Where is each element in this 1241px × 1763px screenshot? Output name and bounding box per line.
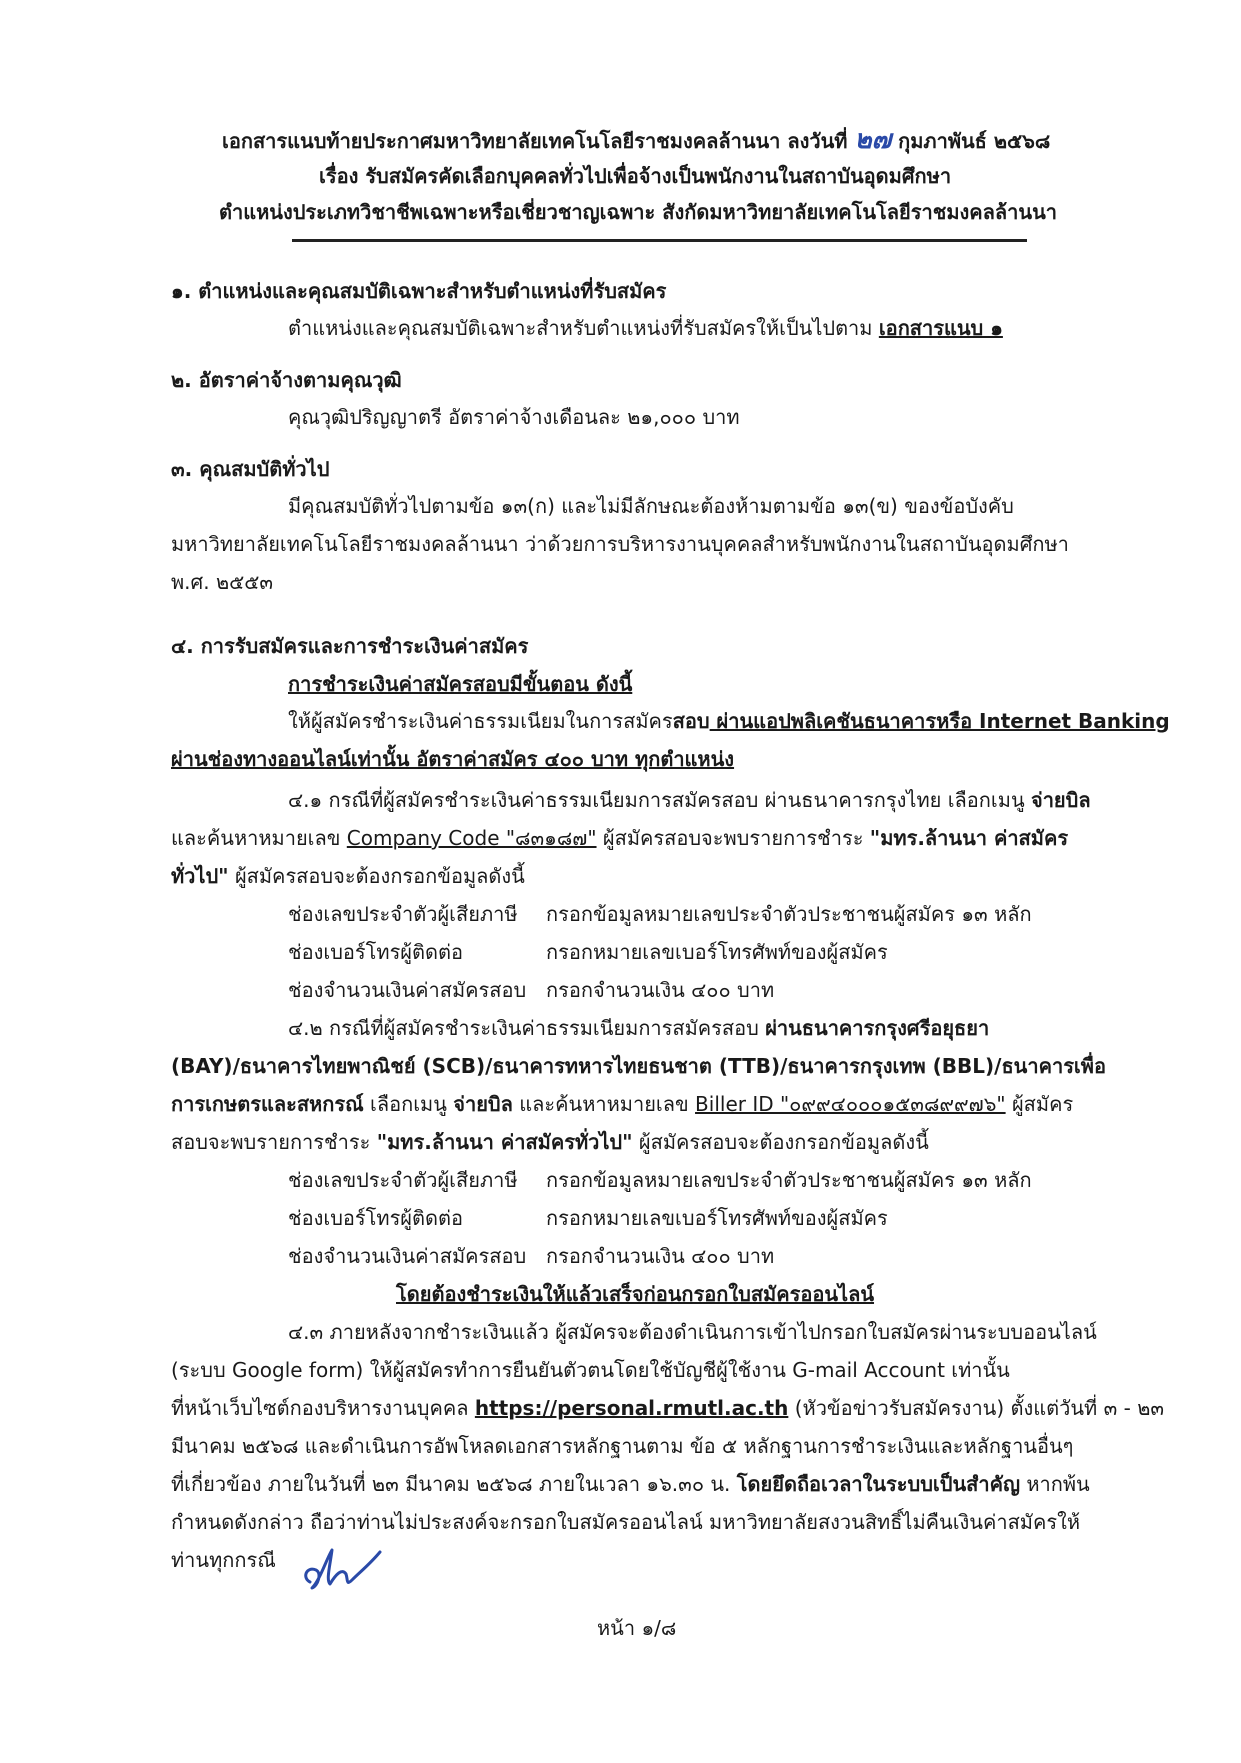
section-1-heading: ๑. ตำแหน่งและคุณสมบัติเฉพาะสำหรับตำแหน่งที่รับสมัคร [171,279,667,303]
para-4-3-line-6: กำหนดดังกล่าว ถือว่าท่านไม่ประสงค์จะกรอกใบสมัครออนไลน์ มหาวิทยาลัยสงวนสิทธิ์ไม่คืนเงินค่าสมัครให้ [171,1510,1081,1534]
handwritten-initials-signature [296,1530,386,1600]
section-1-text: ตำแหน่งและคุณสมบัติเฉพาะสำหรับตำแหน่งที่รับสมัครให้เป็นไปตาม เอกสารแนบ ๑ [288,316,1003,340]
page-number: หน้า ๑/๘ [597,1616,677,1640]
para-4-2-line-2: (BAY)/ธนาคารไทยพาณิชย์ (SCB)/ธนาคารทหารไทยธนชาต (TTB)/ธนาคารกรุงเทพ (BBL)/ธนาคารเพื่อ [171,1054,1106,1078]
field-row-tax-1: ช่องเลขประจำตัวผู้เสียภาษี กรอกข้อมูลหมายเลขประจำตัวประชาชนผู้สมัคร ๑๓ หลัก [288,902,1032,926]
para-4-1-line-3: ทั่วไป" ผู้สมัครสอบจะต้องกรอกข้อมูลดังนี้ [171,864,525,888]
header-line-3: ตำแหน่งประเภทวิชาชีพเฉพาะหรือเชี่ยวชาญเฉพาะ สังกัดมหาวิทยาลัยเทคโนโลยีราชมงคลล้านนา [219,200,1057,224]
para-4-3-line-4: มีนาคม ๒๕๖๘ และดำเนินการอัพโหลดเอกสารหลักฐานตาม ข้อ ๕ หลักฐานการชำระเงินและหลักฐานอื่นๆ [171,1434,1074,1458]
para-4-1-line-1: ๔.๑ กรณีที่ผู้สมัครชำระเงินค่าธรรมเนียมการสมัครสอบ ผ่านธนาคารกรุงไทย เลือกเมนู จ่ายบิล [288,788,1091,812]
section-4-subheading: การชำระเงินค่าสมัครสอบมีขั้นตอน ดังนี้ [288,672,633,696]
section-4-heading: ๔. การรับสมัครและการชำระเงินค่าสมัคร [171,634,529,658]
section-4-intro-1: ให้ผู้สมัครชำระเงินค่าธรรมเนียมในการสมัครสอบ ผ่านแอปพลิเคชันธนาคารหรือ Internet Banking [288,709,1170,733]
section-2-text: คุณวุฒิปริญญาตรี อัตราค่าจ้างเดือนละ ๒๑,๐๐๐ บาท [288,405,740,429]
field-row-phone-2: ช่องเบอร์โทรผู้ติดต่อ กรอกหมายเลขเบอร์โทรศัพท์ของผู้สมัคร [288,1206,888,1230]
personal-website-link[interactable]: https://personal.rmutl.ac.th [474,1396,789,1420]
para-4-3-line-7: ท่านทุกกรณี [171,1548,276,1572]
para-4-2-line-1: ๔.๒ กรณีที่ผู้สมัครชำระเงินค่าธรรมเนียมการสมัครสอบ ผ่านธนาคารกรุงศรีอยุธยา [288,1016,990,1040]
attachment-1-link: เอกสารแนบ ๑ [878,316,1003,340]
header-line-1: เอกสารแนบท้ายประกาศมหาวิทยาลัยเทคโนโลยีราชมงคลล้านนา ลงวันที่ ๒๗ กุมภาพันธ์ ๒๕๖๘ [222,125,1051,155]
field-row-amount-1: ช่องจำนวนเงินค่าสมัครสอบ กรอกจำนวนเงิน ๔๐๐ บาท [288,978,775,1002]
para-4-3-line-2: (ระบบ Google form) ให้ผู้สมัครทำการยืนยันตัวตนโดยใช้บัญชีผู้ใช้งาน G-mail Account เท่านั้น [171,1358,1010,1382]
para-4-2-line-4: สอบจะพบรายการชำระ "มทร.ล้านนา ค่าสมัครทั่วไป" ผู้สมัครสอบจะต้องกรอกข้อมูลดังนี้ [171,1130,929,1154]
header-divider [292,239,1027,242]
field-row-tax-2: ช่องเลขประจำตัวผู้เสียภาษี กรอกข้อมูลหมายเลขประจำตัวประชาชนผู้สมัคร ๑๓ หลัก [288,1168,1032,1192]
field-row-phone-1: ช่องเบอร์โทรผู้ติดต่อ กรอกหมายเลขเบอร์โทรศัพท์ของผู้สมัคร [288,940,888,964]
section-3-line-2: มหาวิทยาลัยเทคโนโลยีราชมงคลล้านนา ว่าด้วยการบริหารงานบุคคลสำหรับพนักงานในสถาบันอุดมศึกษา [171,532,1069,556]
company-code: Company Code "๘๓๑๘๗" [346,826,597,850]
para-4-2-line-3: การเกษตรและสหกรณ์ เลือกเมนู จ่ายบิล และค้นหาหมายเลข Biller ID "๐๙๙๔๐๐๐๑๕๓๘๙๙๗๖" ผู้สมัคร [171,1092,1074,1116]
para-4-1-line-2: และค้นหาหมายเลข Company Code "๘๓๑๘๗" ผู้สมัครสอบจะพบรายการชำระ "มทร.ล้านนา ค่าสมัคร [171,826,1069,850]
section-3-line-1: มีคุณสมบัติทั่วไปตามข้อ ๑๓(ก) และไม่มีลักษณะต้องห้ามตามข้อ ๑๓(ข) ของข้อบังคับ [288,494,1014,518]
section-2-heading: ๒. อัตราค่าจ้างตามคุณวุฒิ [171,368,402,392]
para-4-3-line-5: ที่เกี่ยวข้อง ภายในวันที่ ๒๓ มีนาคม ๒๕๖๘ ภายในเวลา ๑๖.๓๐ น. โดยยึดถือเวลาในระบบเป็นสำคัญ หากพ้น [171,1472,1090,1496]
payment-notice: โดยต้องชำระเงินให้แล้วเสร็จก่อนกรอกใบสมัครออนไลน์ [396,1282,875,1306]
section-4-intro-2: ผ่านช่องทางออนไลน์เท่านั้น อัตราค่าสมัคร ๔๐๐ บาท ทุกตำแหน่ง [171,747,735,771]
section-3-line-3: พ.ศ. ๒๕๕๓ [171,570,274,594]
handwritten-day: ๒๗ [854,125,892,155]
header-line-2: เรื่อง รับสมัครคัดเลือกบุคคลทั่วไปเพื่อจ้างเป็นพนักงานในสถาบันอุดมศึกษา [319,164,952,188]
biller-id: Biller ID "๐๙๙๔๐๐๐๑๕๓๘๙๙๗๖" [695,1092,1006,1116]
para-4-3-line-1: ๔.๓ ภายหลังจากชำระเงินแล้ว ผู้สมัครจะต้องดำเนินการเข้าไปกรอกใบสมัครผ่านระบบออนไลน์ [288,1320,1097,1344]
section-3-heading: ๓. คุณสมบัติทั่วไป [171,457,330,481]
field-row-amount-2: ช่องจำนวนเงินค่าสมัครสอบ กรอกจำนวนเงิน ๔๐๐ บาท [288,1244,775,1268]
para-4-3-line-3: ที่หน้าเว็บไซต์กองบริหารงานบุคคล https://personal.rmutl.ac.th (หัวข้อข่าวรับสมัครงาน) ตั้งแต่วันที่ ๓ - ๒๓ [171,1396,1165,1420]
